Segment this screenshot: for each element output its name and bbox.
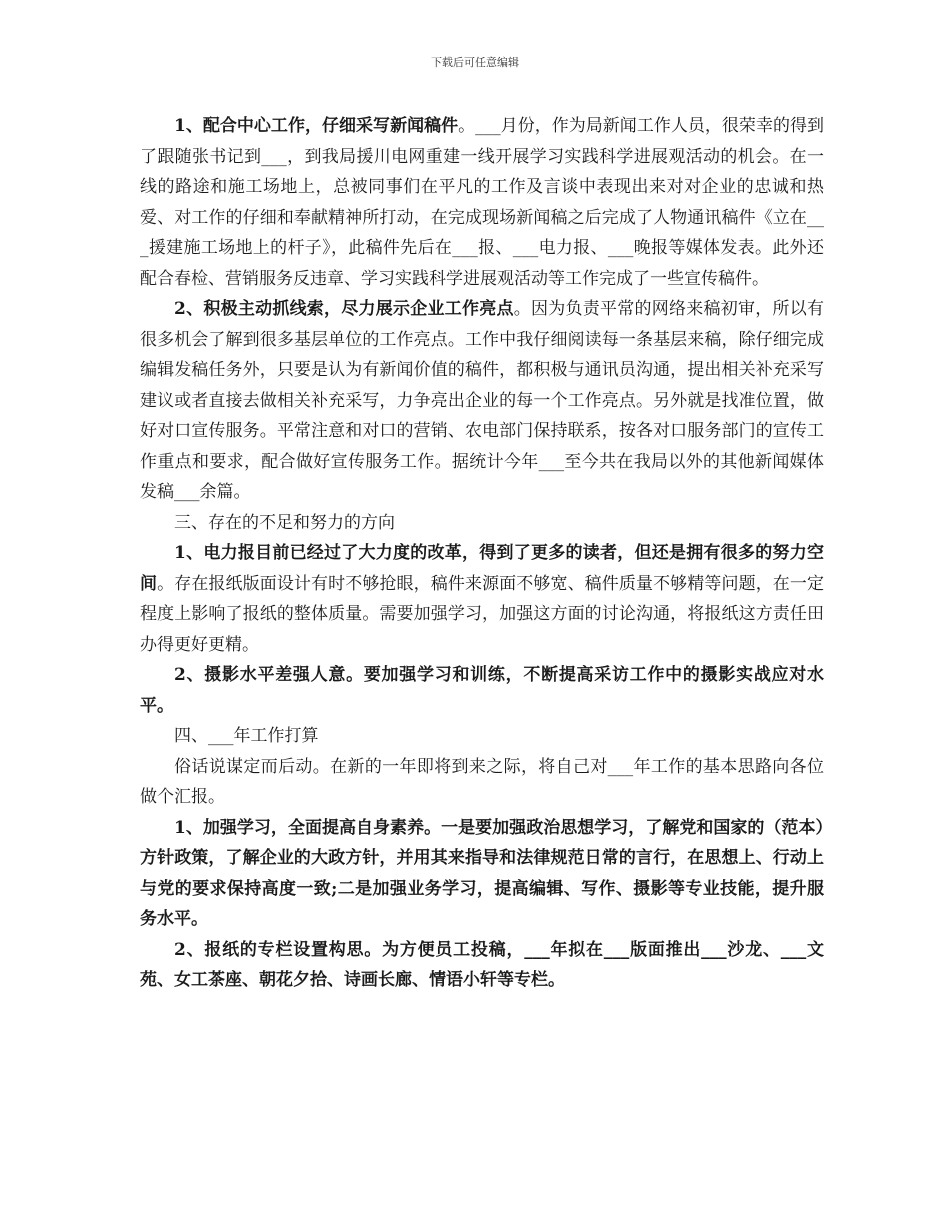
paragraph-columns [140,935,824,996]
paragraph-reform [140,538,824,660]
paragraph-intro [140,752,824,813]
paragraph-photography [140,660,824,721]
document-body [140,111,824,996]
section-heading-shortcomings [140,508,824,539]
page-header: 下载后可任意编辑 [431,56,519,69]
paragraph-lead: 1、配合中心工作，仔细采写新闻稿件 [174,116,459,136]
paragraph-text: 。___月份，作为局新闻工作人员，很荣幸的得到了跟随张书记到___，到我局援川电网重建一线开展学习实践科学进展观活动的机会。在一线的路途和施工场地上，总被同事们在平凡的工作及言谈中表现出来对对企业的忠诚和热爱、对工作的仔细和奉献精神所打动，在完成现场新闻稿之后完成了人物通讯稿件《立在___援建施工场地上的杆子》，此稿件先后在___报、___电力报、___晚报等媒体发表。此外还配合春检、营销服务反违章、学习实践科学进展观活动等工作完成了一些宣传稿件。 [140,116,825,289]
paragraph-lead: 1、加强学习，全面提高自身素养。一是要加强政治思想学习，了解党和国家的（范本）方针政策，了解企业的大政方针，并用其来指导和法律规范日常的言行，在思想上、行动上与党的要求保持高度一致;二是加强业务学习，提高编辑、写作、摄影等专业技能，提升服务水平。 [140,817,824,929]
paragraph-lead: 1、电力报目前已经过了大力度的改革，得到了更多的读者，但还是拥有很多的努力空间 [140,543,824,594]
paragraph-lead: 2、摄影水平差强人意。要加强学习和训练，不断提高采访工作中的摄影实战应对水平。 [140,665,824,716]
paragraph-text: 俗话说谋定而后动。在新的一年即将到来之际，将自己对___年工作的基本思路向各位做个汇报。 [140,756,824,807]
section-heading-text: 三、存在的不足和努力的方向 [174,512,395,533]
section-heading-text: 四、___年工作打算 [174,726,319,746]
paragraph-study [140,813,824,935]
paragraph-text: 。存在报纸版面设计有时不够抢眼，稿件来源面不够宽、稿件质量不够精等问题，在一定程度上影响了报纸的整体质量。需要加强学习，加强这方面的讨论沟通，将报纸这方责任田办得更好更精。 [140,573,825,655]
paragraph-lead: 2、积极主动抓线索，尽力展示企业工作亮点 [174,299,514,319]
paragraph-text: 。因为负责平常的网络来稿初审，所以有很多机会了解到很多基层单位的工作亮点。工作中我仔细阅读每一条基层来稿，除仔细完成编辑发稿任务外，只要是认为有新闻价值的稿件，都积极与通讯员沟通，提出相关补充采写建议或者直接去做相关补充采写，力争亮出企业的每一个工作亮点。另外就是找准位置，做好对口宣传服务。平常注意和对口的营销、农电部门保持联系，按各对口服务部门的宣传工作重点和要求，配合做好宣传服务工作。据统计今年___至今共在我局以外的其他新闻媒体发稿___余篇。 [140,299,825,502]
paragraph-clues [140,294,824,508]
paragraph-lead: 2、报纸的专栏设置构思。为方便员工投稿，___年拟在___版面推出___沙龙、___文苑、女工茶座、朝花夕拾、诗画长廊、情语小轩等专栏。 [140,939,824,990]
section-heading-plan [140,721,824,752]
paragraph-news-writing [140,111,824,294]
